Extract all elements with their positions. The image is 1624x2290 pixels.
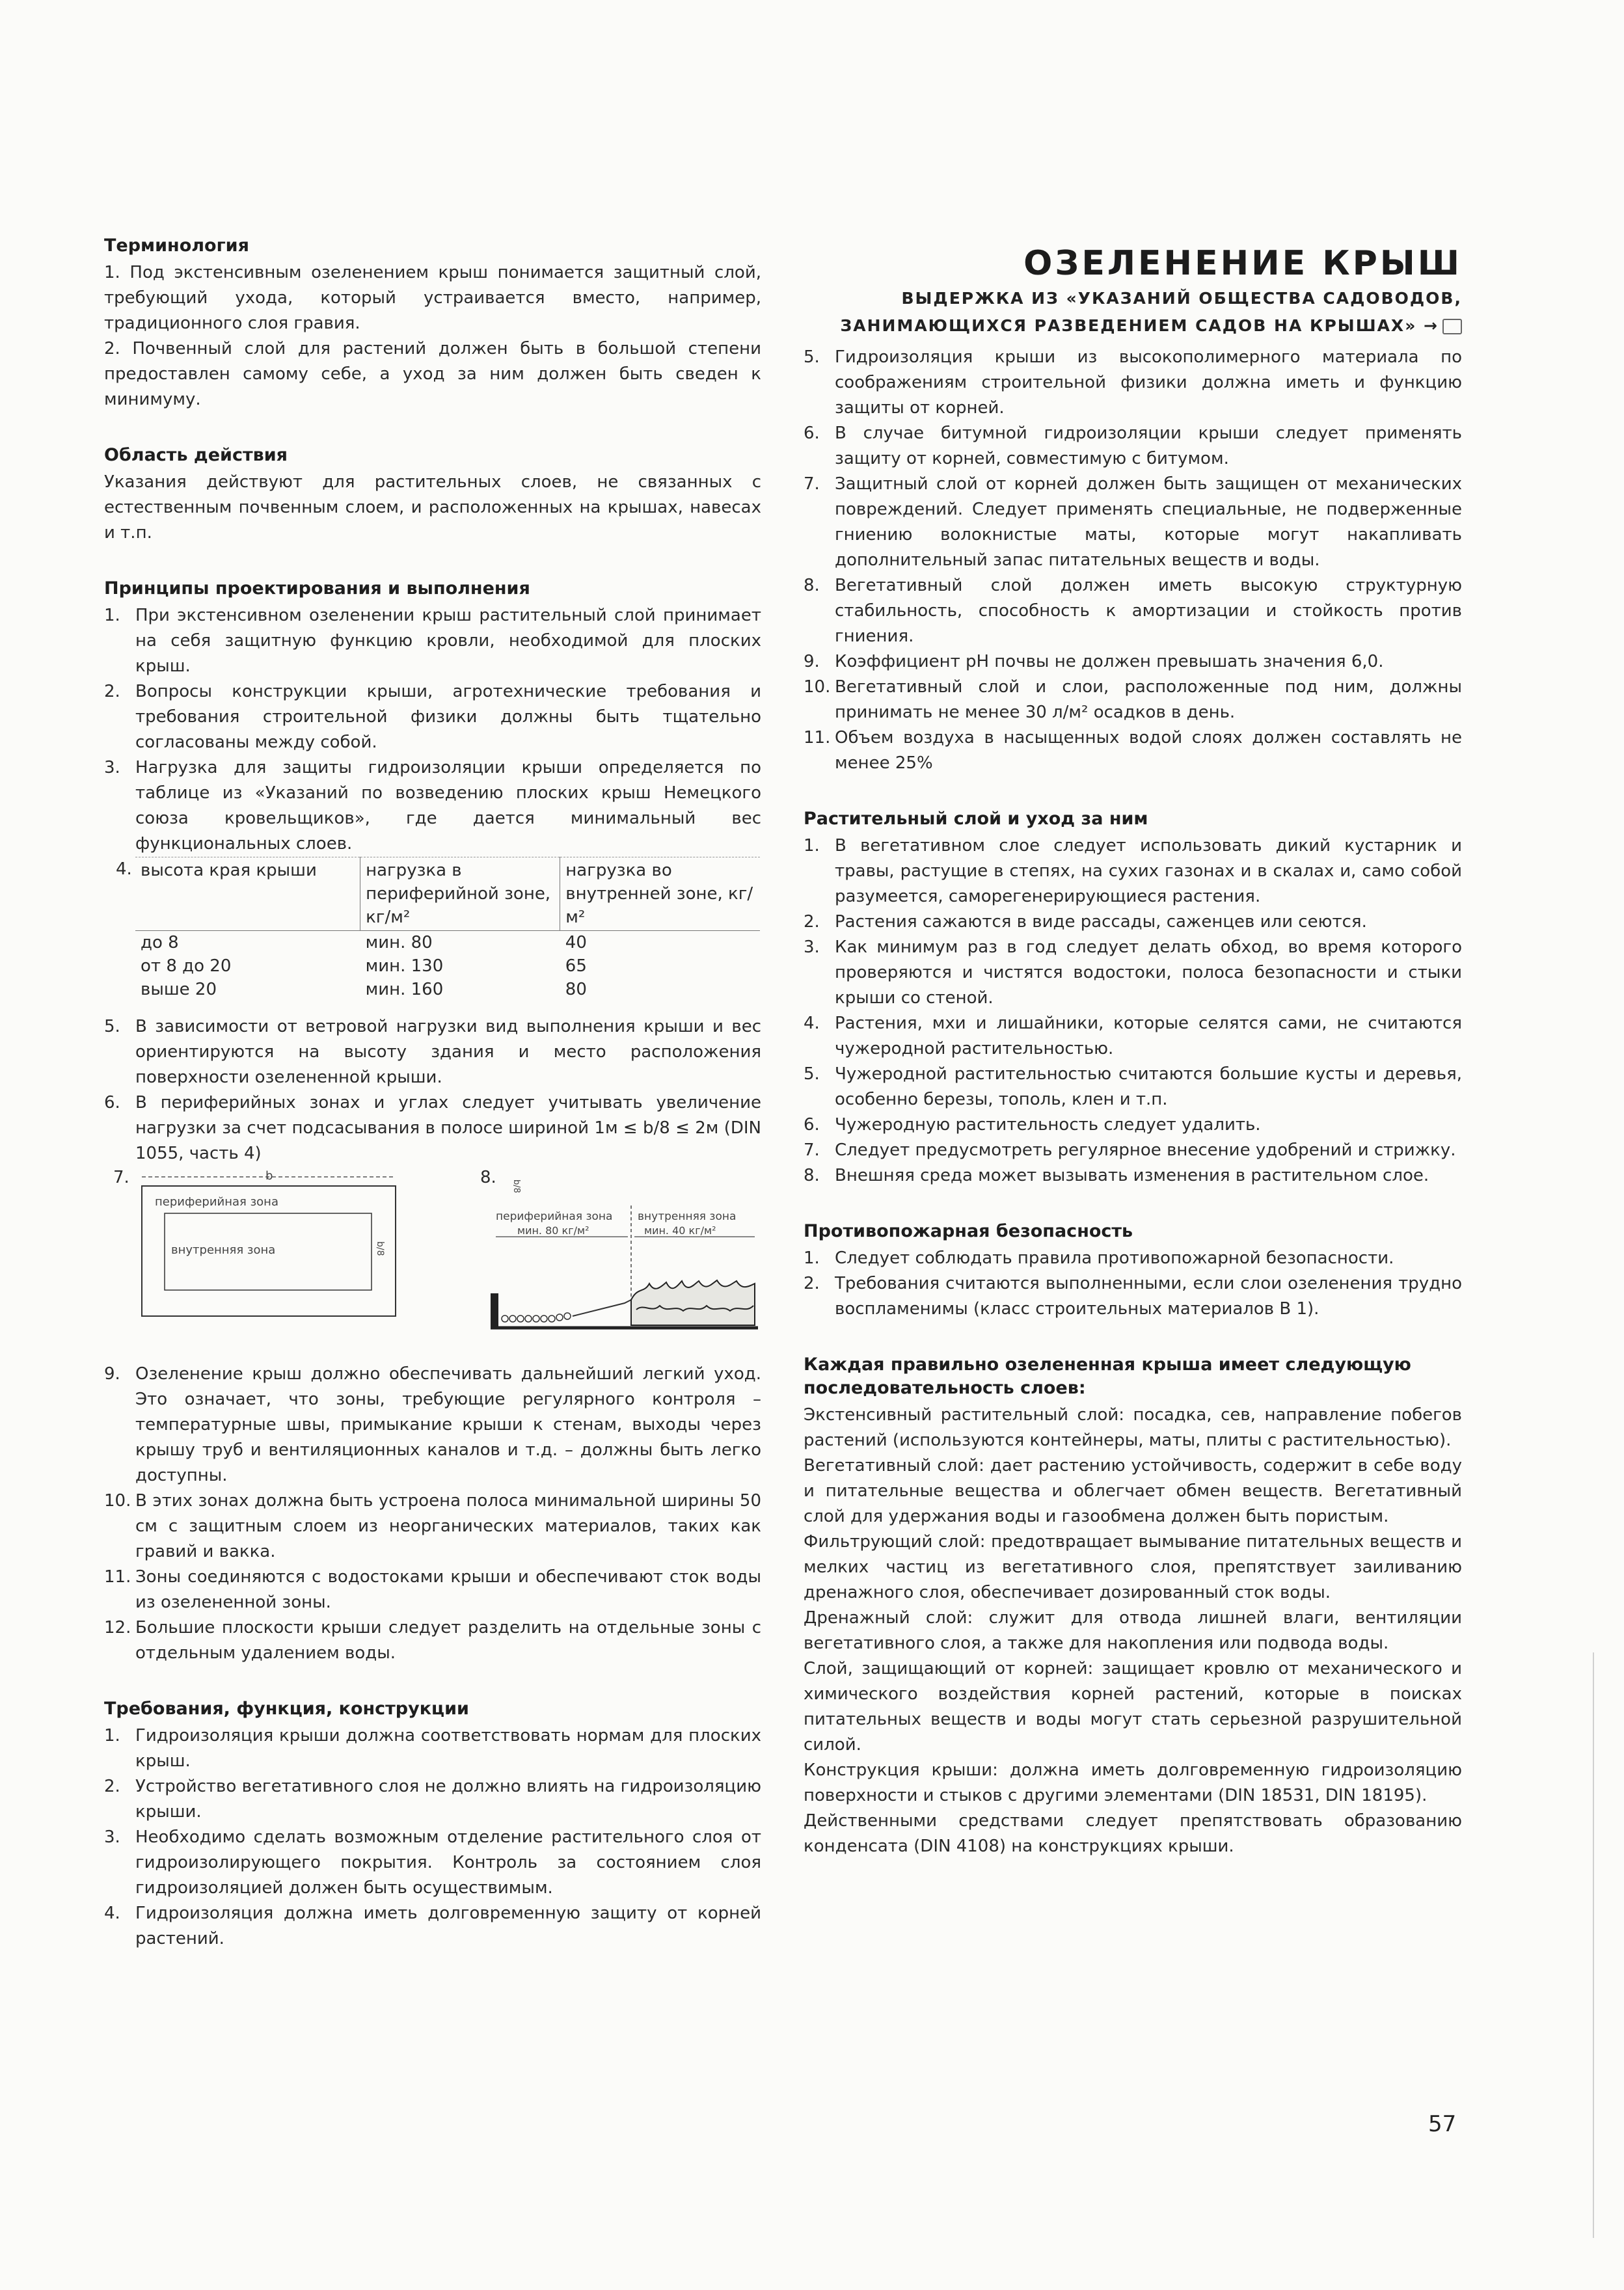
table-cell: 80 <box>565 980 587 999</box>
item-text: Гидроизоляция должна иметь долговременную защиту от корней растений. <box>135 1904 761 1948</box>
item-number: 2. <box>104 1777 120 1796</box>
item-text: Нагрузка для защиты гидроизоляции крыши определяется по таблице из «Указаний по возведению плоских крыш Немецкого союза кровельщиков», где дается минимальный вес функциональных слоев. <box>135 758 761 854</box>
fig7-number: 7. <box>113 1168 129 1187</box>
item-text: Озеленение крыш должно обеспечивать дальнейший легкий уход. Это означает, что зоны, требующие регулярного контроля – температурные швы, примыкание крыши к стенам, выходы через крышу труб и вентиляционных каналов и т.д. – должны быть легко доступны. <box>135 1364 761 1485</box>
layer-paragraph: Экстенсивный растительный слой: посадка, сев, направление побегов растений (используются контейнеры, маты, плиты с растительностью). <box>804 1405 1462 1450</box>
item-number: 10. <box>104 1491 131 1511</box>
item-number: 2. <box>104 682 120 701</box>
item-number: 1. <box>104 606 120 625</box>
fig8-b8-label: b/8 <box>511 1179 521 1193</box>
principles-list <box>104 603 761 857</box>
item-text: Внешняя среда может вызывать изменения в растительном слое. <box>835 1166 1429 1185</box>
item-number: 11. <box>804 728 831 748</box>
principles-list-end <box>104 1362 761 1666</box>
item-text: В периферийных зонах и углах следует учитывать увеличение нагрузки за счет подсасывания в полосе шириной 1м ≤ b/8 ≤ 2м (DIN 1055, часть 4) <box>135 1093 761 1163</box>
item-number: 2. <box>804 1274 820 1293</box>
fire-list <box>804 1246 1462 1322</box>
item-number: 6. <box>804 1115 820 1135</box>
list-item <box>804 1062 1462 1112</box>
fig7-plan-diagram <box>135 1166 422 1329</box>
fig7-inner-label: внутренняя зона <box>171 1243 276 1257</box>
layer-paragraph: Действенными средствами следует препятствовать образованию конденсата (DIN 4108) на конструкциях крыши. <box>804 1811 1462 1856</box>
item-text: Вопросы конструкции крыши, агротехнические требования и требования строительной физики должны быть тщательно согласованы между собой. <box>135 682 761 752</box>
requirements-heading: Требования, функция, конструкции <box>104 1699 469 1719</box>
page-title: ОЗЕЛЕНЕНИЕ КРЫШ <box>1023 244 1462 283</box>
fig8-peripheral-load: мин. 80 кг/м² <box>517 1224 589 1237</box>
subtitle-line-2 <box>804 314 1462 338</box>
table-cell: до 8 <box>141 933 179 952</box>
item-number: 4. <box>804 1014 820 1033</box>
fig8-inner-load: мин. 40 кг/м² <box>644 1224 716 1237</box>
item-number: 1. <box>104 1726 120 1745</box>
item-text: Требования считаются выполненными, если слои озеленения трудно воспламенимы (класс строительных материалов В 1). <box>835 1274 1462 1319</box>
item-number: 1. <box>804 1248 820 1268</box>
load-table <box>135 857 760 1001</box>
margin-divider <box>1593 1652 1594 2238</box>
list-item <box>804 725 1462 776</box>
fig8-section-diagram <box>481 1166 761 1342</box>
list-item <box>804 909 1462 935</box>
list-item <box>804 345 1462 421</box>
item-number: 3. <box>804 937 820 957</box>
requirements-list <box>104 1723 761 1952</box>
subtitle-line-1: ВЫДЕРЖКА ИЗ «УКАЗАНИЙ ОБЩЕСТВА САДОВОДОВ, <box>901 289 1462 308</box>
item-text: При экстенсивном озеленении крыш растительный слой принимает на себя защитную функцию кровли, необходимой для плоских крыш. <box>135 606 761 676</box>
list-item <box>104 1774 761 1825</box>
table-item-number: 4. <box>116 859 132 879</box>
layer-paragraph: Слой, защищающий от корней: защищает кровлю от механического и химического воздействия корней растений, которые в поисках питательных веществ и воды могут стать серьезной разрушительной силой. <box>804 1659 1462 1755</box>
item-text: Растения, мхи и лишайники, которые селятся сами, не считаются чужеродной растительностью. <box>835 1014 1462 1058</box>
item-text: Вегетативный слой и слои, расположенные под ним, должны принимать не менее 30 л/м² осадков в день. <box>835 677 1462 722</box>
list-item <box>104 1825 761 1901</box>
list-item <box>804 1163 1462 1189</box>
terminology-heading: Терминология <box>104 236 249 256</box>
fig8-inner-label: внутренняя зона <box>638 1210 737 1223</box>
item-text: Объем воздуха в насыщенных водой слоях должен составлять не менее 25% <box>835 728 1462 773</box>
care-list <box>804 833 1462 1189</box>
list-item <box>804 421 1462 472</box>
item-text: Коэффициент pH почвы не должен превышать значения 6,0. <box>835 652 1384 671</box>
table-header-inner: нагрузка во внутренней зоне, кг/м² <box>560 857 760 931</box>
item-number: 7. <box>804 1140 820 1160</box>
list-item <box>104 1488 761 1565</box>
list-item <box>804 1112 1462 1138</box>
table-cell: мин. 130 <box>365 956 444 976</box>
scope-text: Указания действуют для растительных слоев, не связанных с естественным почвенным слоем, и расположенных на крышах, навесах и т.п. <box>104 472 761 543</box>
table-header-peripheral: нагрузка в периферийной зоне, кг/м² <box>360 857 560 931</box>
list-item <box>104 755 761 857</box>
fig7-peripheral-label: периферийная зона <box>155 1195 278 1209</box>
item-text: Устройство вегетативного слоя не должно влиять на гидроизоляцию крыши. <box>135 1777 761 1822</box>
item-text: Растения сажаются в виде рассады, саженцев или сеются. <box>835 912 1367 932</box>
list-item <box>804 675 1462 725</box>
book-icon <box>1442 319 1462 334</box>
table-cell: от 8 до 20 <box>141 956 232 976</box>
right-column <box>804 345 1462 1859</box>
item-number: 11. <box>104 1567 131 1587</box>
fig8-number: 8. <box>480 1168 496 1187</box>
item-number: 4. <box>104 1904 120 1923</box>
fig8-peripheral-label: периферийная зона <box>496 1210 613 1223</box>
layer-paragraph: Фильтрующий слой: предотвращает вымывание питательных веществ и мелких частиц из вегетативного слоя, препятствует заиливанию дренажного слоя, обеспечивает дозированный сток воды. <box>804 1532 1462 1602</box>
table-cell: мин. 160 <box>365 980 444 999</box>
table-cell: мин. 80 <box>365 933 433 952</box>
list-item <box>104 1723 761 1774</box>
table-row <box>135 978 760 1001</box>
subtitle-line-2-text: ЗАНИМАЮЩИХСЯ РАЗВЕДЕНИЕМ САДОВ НА КРЫШАХ» → <box>840 316 1439 335</box>
item-text: В этих зонах должна быть устроена полоса минимальной ширины 50 см с защитным слоем из неорганических материалов, таких как гравий и вакка. <box>135 1491 761 1561</box>
item-number: 3. <box>104 1827 120 1847</box>
item-number: 6. <box>104 1093 120 1112</box>
terminology-item-1: 1. Под экстенсивным озеленением крыш понимается защитный слой, требующий ухода, который устраивается вместо, например, традиционного слоя гравия. <box>104 263 761 333</box>
item-number: 8. <box>804 576 820 595</box>
item-text: Большие плоскости крыши следует разделить на отдельные зоны с отдельным удалением воды. <box>135 1618 761 1663</box>
item-number: 3. <box>104 758 120 777</box>
layers-heading: Каждая правильно озелененная крыша имеет следующую последовательность слоев: <box>804 1354 1411 1398</box>
figures-row <box>104 1166 761 1362</box>
table-header-height: высота края крыши <box>135 857 360 931</box>
list-item <box>804 472 1462 573</box>
item-number: 9. <box>804 652 820 671</box>
principles-list-cont <box>104 1014 761 1166</box>
list-item <box>104 1090 761 1166</box>
list-item <box>804 573 1462 649</box>
table-cell: 40 <box>565 933 587 952</box>
list-item <box>804 833 1462 909</box>
item-text: Гидроизоляция крыши должна соответствовать нормам для плоских крыш. <box>135 1726 761 1771</box>
scope-heading: Область действия <box>104 445 288 465</box>
layer-paragraph: Вегетативный слой: дает растению устойчивость, содержит в себе воду и питательные вещества и облегчает обмен веществ. Вегетативный слой для удержания воды и газообмена должен быть пористым. <box>804 1456 1462 1526</box>
list-item <box>804 1246 1462 1271</box>
fig7-b8-label: b/8 <box>375 1241 385 1256</box>
list-item <box>804 1138 1462 1163</box>
requirements-list-cont <box>804 345 1462 776</box>
list-item <box>804 1271 1462 1322</box>
terminology-item-2: 2. Почвенный слой для растений должен быть в большой степени предоставлен самому себе, а уход за ним должен быть сведен к минимуму. <box>104 339 761 409</box>
table-cell: выше 20 <box>141 980 217 999</box>
item-text: Вегетативный слой должен иметь высокую структурную стабильность, способность к амортизации и стойкость против гниения. <box>835 576 1462 646</box>
item-number: 5. <box>104 1017 120 1036</box>
item-number: 5. <box>804 1064 820 1084</box>
fire-heading: Противопожарная безопасность <box>804 1221 1133 1241</box>
fig7-b-label: b <box>265 1169 273 1183</box>
item-text: В зависимости от ветровой нагрузки вид выполнения крыши и вес ориентируются на высоту здания и место расположения поверхности озелененной крыши. <box>135 1017 761 1087</box>
item-number: 12. <box>104 1618 131 1637</box>
list-item <box>104 679 761 755</box>
table-cell: 65 <box>565 956 587 976</box>
item-text: Защитный слой от корней должен быть защищен от механических повреждений. Следует применять специальные, не подверженные гниению волокнистые маты, которые могут накапливать дополнительный запас питательных веществ и воды. <box>835 474 1462 570</box>
item-number: 5. <box>804 347 820 367</box>
item-number: 1. <box>804 836 820 855</box>
item-text: Гидроизоляция крыши из высокополимерного материала по соображениям строительной физики должна иметь и функцию защиты от корней. <box>835 347 1462 418</box>
list-item <box>104 1565 761 1615</box>
item-number: 8. <box>804 1166 820 1185</box>
title-block <box>804 244 1462 338</box>
item-text: Следует соблюдать правила противопожарной безопасности. <box>835 1248 1394 1268</box>
table-row <box>135 954 760 978</box>
page-number: 57 <box>1428 2111 1457 2137</box>
item-text: Как минимум раз в год следует делать обход, во время которого проверяются и чистятся водостоки, полоса безопасности и стыки крыши со стеной. <box>835 937 1462 1008</box>
list-item <box>104 1362 761 1488</box>
item-number: 7. <box>804 474 820 494</box>
layer-paragraph: Дренажный слой: служит для отвода лишней влаги, вентиляции вегетативного слоя, а также для накопления или подвода воды. <box>804 1608 1462 1653</box>
left-column <box>104 234 761 1952</box>
list-item <box>104 603 761 679</box>
table-row <box>135 931 760 955</box>
item-number: 6. <box>804 424 820 443</box>
item-text: Необходимо сделать возможным отделение растительного слоя от гидроизолирующего покрытия. Контроль за состоянием слоя гидроизоляцией должен быть осуществимым. <box>135 1827 761 1898</box>
list-item <box>104 1901 761 1952</box>
item-text: Зоны соединяются с водостоками крыши и обеспечивают сток воды из озелененной зоны. <box>135 1567 761 1612</box>
item-number: 9. <box>104 1364 120 1384</box>
list-item <box>104 1014 761 1090</box>
list-item <box>804 649 1462 675</box>
item-number: 10. <box>804 677 831 697</box>
item-text: Чужеродную растительность следует удалить. <box>835 1115 1261 1135</box>
list-item <box>804 1011 1462 1062</box>
item-number: 2. <box>804 912 820 932</box>
list-item <box>104 1615 761 1666</box>
item-text: В случае битумной гидроизоляции крыши следует применять защиту от корней, совместимую с битумом. <box>835 424 1462 468</box>
item-text: В вегетативном слое следует использовать дикий кустарник и травы, растущие в степях, на сухих газонах и в скалах и, само собой разумеется, саморегенерирующиеся растения. <box>835 836 1462 906</box>
care-heading: Растительный слой и уход за ним <box>804 809 1148 829</box>
principles-heading: Принципы проектирования и выполнения <box>104 578 530 599</box>
item-text: Чужеродной растительностью считаются большие кусты и деревья, особенно березы, тополь, клен и т.п. <box>835 1064 1462 1109</box>
list-item <box>804 935 1462 1011</box>
item-text: Следует предусмотреть регулярное внесение удобрений и стрижку. <box>835 1140 1456 1160</box>
load-table-block <box>104 857 761 1001</box>
layer-paragraph: Конструкция крыши: должна иметь долговременную гидроизоляцию поверхности и стыков с другими элементами (DIN 18531, DIN 18195). <box>804 1760 1462 1805</box>
